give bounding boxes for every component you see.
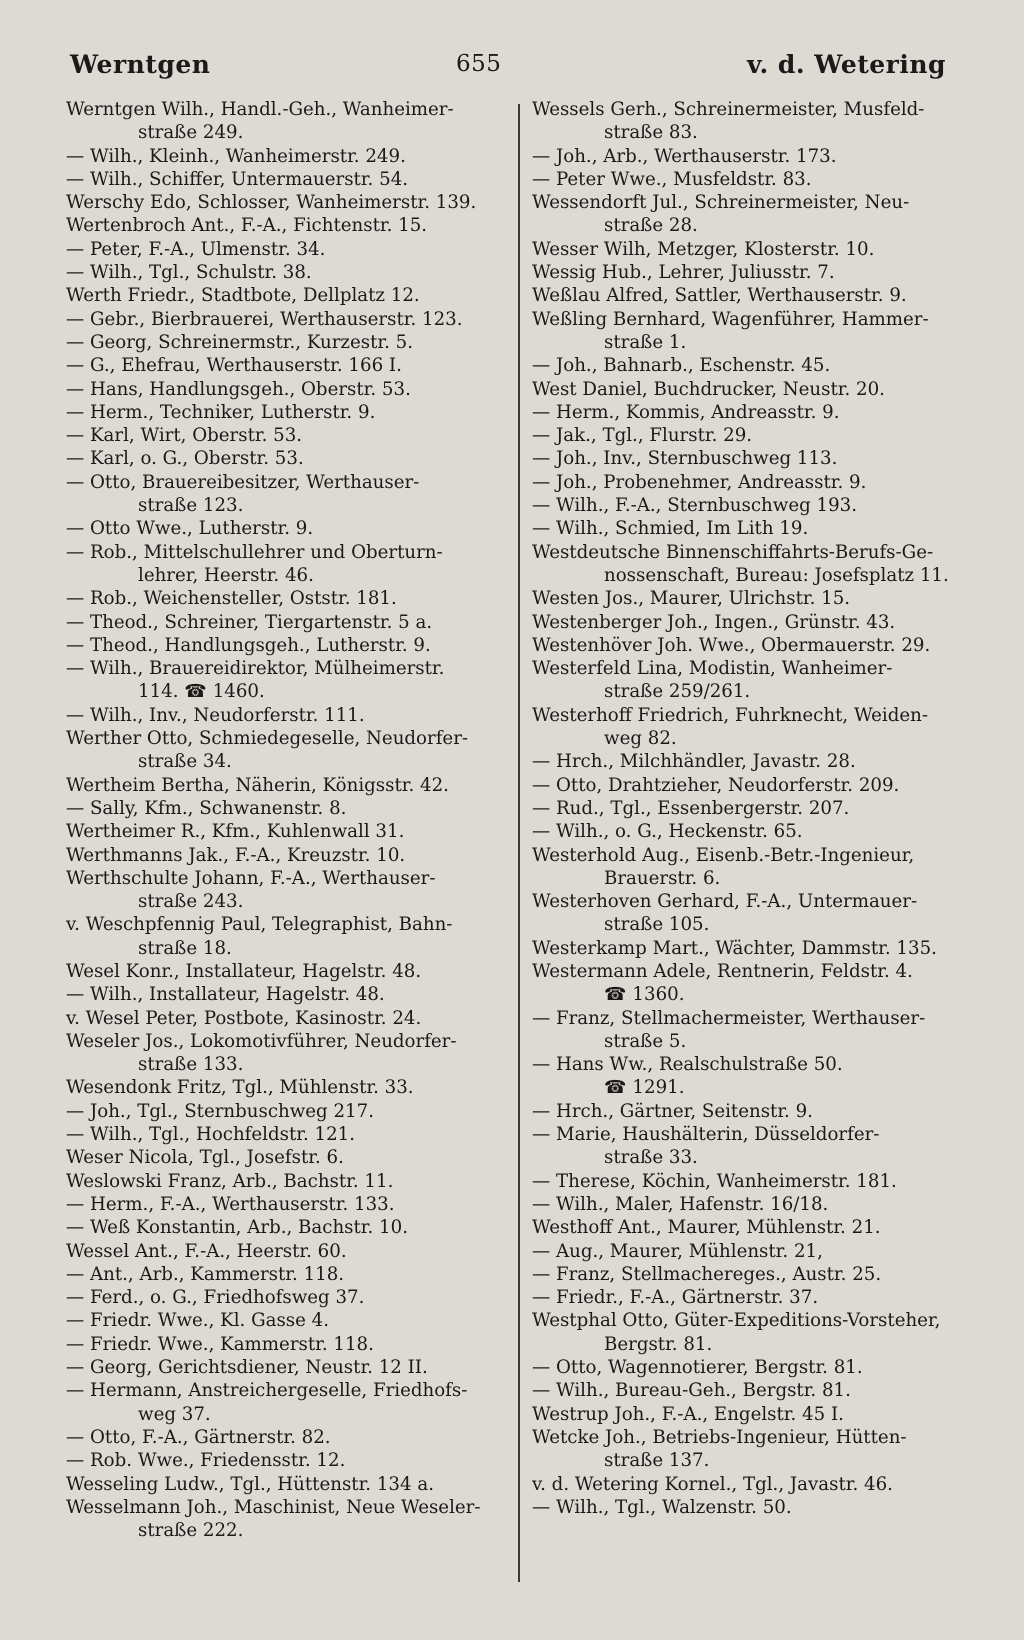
directory-entry-line	[532, 98, 966, 121]
entry-text: Westerhold Aug., Eisenb.-Betr.-Ingenieur,	[532, 844, 915, 866]
entry-text: straße 259/261.	[604, 681, 751, 703]
directory-entry-line	[66, 1193, 504, 1216]
entry-text: Westhoff Ant., Maurer, Mühlenstr. 21.	[532, 1217, 881, 1239]
directory-entry-line	[532, 1356, 966, 1379]
entry-text: — Otto, F.-A., Gärtnerstr. 82.	[66, 1426, 331, 1448]
entry-text: — Aug., Maurer, Mühlenstr. 21,	[532, 1240, 823, 1262]
entry-text: straße 105.	[604, 914, 710, 936]
right-column	[532, 98, 966, 1519]
directory-entry-line	[532, 447, 966, 470]
directory-entry-line	[532, 890, 966, 913]
directory-entry-line	[532, 284, 966, 307]
directory-entry-line	[66, 354, 504, 377]
entry-text: weg 82.	[604, 728, 677, 750]
entry-text: Westenhöver Joh. Wwe., Obermauerstr. 29.	[532, 634, 931, 656]
entry-text: — Georg, Gerichtsdiener, Neustr. 12 II.	[66, 1357, 428, 1379]
entry-text: West Daniel, Buchdrucker, Neustr. 20.	[532, 378, 885, 400]
entry-text: Bergstr. 81.	[604, 1333, 713, 1355]
entry-text: — Rud., Tgl., Essenbergerstr. 207.	[532, 797, 850, 819]
directory-entry-line	[532, 820, 966, 843]
entry-text: — Friedr. Wwe., Kammerstr. 118.	[66, 1333, 374, 1355]
entry-text: — Joh., Inv., Sternbuschweg 113.	[532, 448, 838, 470]
entry-text: Werschy Edo, Schlosser, Wanheimerstr. 139.	[66, 192, 477, 214]
header-left-keyword: Werntgen	[70, 49, 211, 79]
directory-entry-line	[532, 960, 966, 983]
directory-entry-line	[532, 1496, 966, 1519]
directory-entry-line	[532, 1309, 966, 1332]
entry-text: Wesel Konr., Installateur, Hagelstr. 48.	[66, 960, 422, 982]
entry-text: — Otto, Brauereibesitzer, Werthauser-	[66, 471, 420, 493]
directory-entry-line	[532, 844, 966, 867]
directory-entry-line	[66, 797, 504, 820]
entry-text: — Gebr., Bierbrauerei, Werthauserstr. 123.	[66, 308, 463, 330]
entry-text: Wesseling Ludw., Tgl., Hüttenstr. 134 a.	[66, 1473, 434, 1495]
directory-entry-line	[532, 1240, 966, 1263]
directory-entry-line	[532, 1100, 966, 1123]
entry-text: — Wilh., Tgl., Schulstr. 38.	[66, 262, 312, 284]
directory-entry-line	[66, 1286, 504, 1309]
directory-entry-line	[66, 1240, 504, 1263]
entry-text: — Hans, Handlungsgeh., Oberstr. 53.	[66, 378, 411, 400]
entry-text: — Wilh., Kleinh., Wanheimerstr. 249.	[66, 145, 406, 167]
page-header	[70, 46, 946, 82]
directory-entry-line	[66, 1170, 504, 1193]
entry-text: — Peter, F.-A., Ulmenstr. 34.	[66, 238, 326, 260]
directory-entry-line	[66, 774, 504, 797]
entry-text: Westenberger Joh., Ingen., Grünstr. 43.	[532, 611, 896, 633]
directory-entry-line	[66, 727, 504, 750]
entry-text: lehrer, Heerstr. 46.	[138, 564, 314, 586]
entry-text: — Friedr., F.-A., Gärtnerstr. 37.	[532, 1287, 819, 1309]
entry-text: — Wilh., Tgl., Hochfeldstr. 121.	[66, 1124, 356, 1146]
entry-text: — Wilh., Schmied, Im Lith 19.	[532, 518, 809, 540]
directory-entry-line	[66, 424, 504, 447]
entry-text: straße 83.	[604, 122, 698, 144]
entry-text: — Herm., F.-A., Werthauserstr. 133.	[66, 1193, 395, 1215]
entry-text: Wessel Ant., F.-A., Heerstr. 60.	[66, 1240, 347, 1262]
entry-text: Wesselmann Joh., Maschinist, Neue Weseler-	[66, 1496, 481, 1518]
entry-text: ☎ 1291.	[604, 1077, 685, 1099]
directory-entry-line	[532, 168, 966, 191]
entry-text: — Hans Ww., Realschulstraße 50.	[532, 1054, 843, 1076]
entry-text: — Wilh., Installateur, Hagelstr. 48.	[66, 984, 385, 1006]
directory-entry-line	[532, 471, 966, 494]
directory-entry-line	[66, 657, 504, 680]
entry-text: — Wilh., Inv., Neudorferstr. 111.	[66, 704, 365, 726]
directory-entry-line	[66, 168, 504, 191]
directory-entry-line	[66, 587, 504, 610]
directory-entry-line	[66, 680, 504, 703]
entry-text: — Herm., Techniker, Lutherstr. 9.	[66, 401, 376, 423]
directory-entry-line	[66, 517, 504, 540]
directory-entry-line	[532, 517, 966, 540]
entry-text: Weßling Bernhard, Wagenführer, Hammer-	[532, 308, 929, 330]
directory-entry-line	[66, 308, 504, 331]
directory-entry-line	[532, 750, 966, 773]
entry-text: nossenschaft, Bureau: Josefsplatz 11.	[604, 564, 949, 586]
directory-entry-line	[532, 1449, 966, 1472]
directory-entry-line	[532, 1379, 966, 1402]
entry-text: v. Weschpfennig Paul, Telegraphist, Bahn-	[66, 914, 453, 936]
directory-entry-line	[532, 121, 966, 144]
directory-entry-line	[66, 1496, 504, 1519]
directory-entry-line	[532, 1426, 966, 1449]
entry-text: Wessendorft Jul., Schreinermeister, Neu-	[532, 192, 910, 214]
directory-entry-line	[66, 913, 504, 936]
entry-text: — Karl, Wirt, Oberstr. 53.	[66, 425, 303, 447]
entry-text: Werther Otto, Schmiedegeselle, Neudorfer-	[66, 728, 469, 750]
directory-entry-line	[532, 261, 966, 284]
entry-text: — Otto Wwe., Lutherstr. 9.	[66, 518, 314, 540]
entry-text: Westerkamp Mart., Wächter, Dammstr. 135.	[532, 937, 937, 959]
directory-entry-line	[532, 378, 966, 401]
entry-text: Westphal Otto, Güter-Expeditions-Vorsteher,	[532, 1310, 941, 1332]
entry-text: — Wilh., Tgl., Walzenstr. 50.	[532, 1496, 792, 1518]
directory-entry-line	[532, 704, 966, 727]
directory-entry-line	[66, 121, 504, 144]
directory-entry-line	[66, 704, 504, 727]
directory-entry-line	[66, 1403, 504, 1426]
directory-entry-line	[532, 913, 966, 936]
entry-text: Werth Friedr., Stadtbote, Dellplatz 12.	[66, 285, 420, 307]
directory-entry-line	[532, 611, 966, 634]
directory-entry-line	[66, 401, 504, 424]
directory-entry-line	[66, 214, 504, 237]
entry-text: Wertenbroch Ant., F.-A., Fichtenstr. 15.	[66, 215, 428, 237]
directory-entry-line	[66, 284, 504, 307]
entry-text: — Theod., Handlungsgeh., Lutherstr. 9.	[66, 634, 431, 656]
directory-entry-line	[66, 1449, 504, 1472]
entry-text: Weßlau Alfred, Sattler, Werthauserstr. 9.	[532, 285, 907, 307]
directory-entry-line	[66, 191, 504, 214]
entry-text: 114. ☎ 1460.	[138, 681, 265, 703]
directory-entry-line	[66, 541, 504, 564]
directory-entry-line	[532, 587, 966, 610]
directory-entry-line	[66, 1309, 504, 1332]
entry-text: Weser Nicola, Tgl., Josefstr. 6.	[66, 1147, 344, 1169]
directory-entry-line	[532, 797, 966, 820]
directory-entry-line	[532, 1473, 966, 1496]
directory-entry-line	[66, 611, 504, 634]
directory-entry-line	[532, 657, 966, 680]
entry-text: weg 37.	[138, 1403, 211, 1425]
entry-text: straße 28.	[604, 215, 698, 237]
entry-text: straße 34.	[138, 751, 232, 773]
entry-text: — G., Ehefrau, Werthauserstr. 166 I.	[66, 355, 402, 377]
directory-entry-line	[532, 145, 966, 168]
directory-entry-line	[532, 424, 966, 447]
entry-text: Westerfeld Lina, Modistin, Wanheimer-	[532, 658, 893, 680]
page-number: 655	[455, 51, 502, 77]
entry-text: straße 249.	[138, 122, 244, 144]
entry-text: Westermann Adele, Rentnerin, Feldstr. 4.	[532, 960, 913, 982]
entry-text: Brauerstr. 6.	[604, 867, 721, 889]
entry-text: — Otto, Wagennotierer, Bergstr. 81.	[532, 1357, 863, 1379]
entry-text: Wertheimer R., Kfm., Kuhlenwall 31.	[66, 821, 405, 843]
entry-text: Westen Jos., Maurer, Ulrichstr. 15.	[532, 588, 851, 610]
directory-entry-line	[532, 774, 966, 797]
entry-text: — Franz, Stellmachereges., Austr. 25.	[532, 1263, 882, 1285]
entry-text: straße 1.	[604, 331, 687, 353]
entry-text: — Rob., Mittelschullehrer und Oberturn-	[66, 541, 443, 563]
directory-entry-line	[532, 1123, 966, 1146]
entry-text: — Ferd., o. G., Friedhofsweg 37.	[66, 1287, 365, 1309]
directory-entry-line	[66, 1333, 504, 1356]
entry-text: ☎ 1360.	[604, 984, 685, 1006]
entry-text: — Peter Wwe., Musfeldstr. 83.	[532, 168, 812, 190]
directory-entry-line	[532, 541, 966, 564]
entry-text: — Wilh., Maler, Hafenstr. 16/18.	[532, 1193, 829, 1215]
entry-text: Wertheim Bertha, Näherin, Königsstr. 42.	[66, 774, 449, 796]
directory-entry-line	[532, 1333, 966, 1356]
directory-entry-line	[66, 1100, 504, 1123]
directory-entry-line	[66, 494, 504, 517]
entry-text: straße 133.	[138, 1054, 244, 1076]
entry-text: — Wilh., Bureau-Geh., Bergstr. 81.	[532, 1380, 851, 1402]
entry-text: Wessels Gerh., Schreinermeister, Musfeld-	[532, 99, 925, 120]
entry-text: v. d. Wetering Kornel., Tgl., Javastr. 46.	[532, 1473, 893, 1495]
directory-entry-line	[66, 447, 504, 470]
entry-text: — Otto, Drahtzieher, Neudorferstr. 209.	[532, 774, 900, 796]
entry-text: Westerhoven Gerhard, F.-A., Untermauer-	[532, 891, 918, 913]
directory-entry-line	[66, 960, 504, 983]
entry-text: — Weß Konstantin, Arb., Bachstr. 10.	[66, 1217, 408, 1239]
entry-text: — Jak., Tgl., Flurstr. 29.	[532, 425, 753, 447]
entry-text: Werthmanns Jak., F.-A., Kreuzstr. 10.	[66, 844, 406, 866]
directory-entry-line	[532, 331, 966, 354]
entry-text: Westerhoff Friedrich, Fuhrknecht, Weiden-	[532, 704, 929, 726]
entry-text: Westrup Joh., F.-A., Engelstr. 45 I.	[532, 1403, 844, 1425]
directory-entry-line	[66, 937, 504, 960]
entry-text: Werthschulte Johann, F.-A., Werthauser-	[66, 867, 436, 889]
directory-entry-line	[66, 634, 504, 657]
directory-entry-line	[532, 308, 966, 331]
directory-entry-line	[66, 98, 504, 121]
directory-entry-line	[532, 727, 966, 750]
column-divider	[518, 104, 520, 1582]
directory-entry-line	[66, 261, 504, 284]
directory-entry-line	[66, 331, 504, 354]
entry-text: — Rob. Wwe., Friedensstr. 12.	[66, 1450, 346, 1472]
entry-text: Weseler Jos., Lokomotivführer, Neudorfer-	[66, 1030, 457, 1052]
directory-entry-line	[66, 820, 504, 843]
directory-entry-line	[532, 1286, 966, 1309]
left-column	[66, 98, 504, 1542]
entry-text: — Karl, o. G., Oberstr. 53.	[66, 448, 304, 470]
directory-entry-line	[66, 1426, 504, 1449]
entry-text: — Joh., Probenehmer, Andreasstr. 9.	[532, 471, 867, 493]
directory-entry-line	[66, 378, 504, 401]
directory-entry-line	[66, 1123, 504, 1146]
entry-text: — Friedr. Wwe., Kl. Gasse 4.	[66, 1310, 330, 1332]
directory-entry-line	[532, 191, 966, 214]
entry-text: straße 33.	[604, 1147, 698, 1169]
directory-entry-line	[66, 1356, 504, 1379]
directory-entry-line	[66, 471, 504, 494]
directory-entry-line	[532, 401, 966, 424]
entry-text: Wessig Hub., Lehrer, Juliusstr. 7.	[532, 262, 835, 284]
entry-text: — Marie, Haushälterin, Düsseldorfer-	[532, 1124, 880, 1146]
directory-entry-line	[66, 867, 504, 890]
entry-text: — Herm., Kommis, Andreasstr. 9.	[532, 401, 840, 423]
directory-entry-line	[532, 1053, 966, 1076]
entry-text: — Hrch., Gärtner, Seitenstr. 9.	[532, 1100, 813, 1122]
directory-entry-line	[532, 983, 966, 1006]
directory-entry-line	[66, 1146, 504, 1169]
directory-entry-line	[66, 750, 504, 773]
entry-text: straße 222.	[138, 1520, 244, 1542]
directory-entry-line	[66, 1216, 504, 1239]
directory-entry-line	[532, 214, 966, 237]
entry-text: — Joh., Bahnarb., Eschenstr. 45.	[532, 355, 831, 377]
entry-text: Weslowski Franz, Arb., Bachstr. 11.	[66, 1170, 394, 1192]
directory-entry-line	[66, 1379, 504, 1402]
directory-entry-line	[532, 680, 966, 703]
directory-entry-line	[532, 1007, 966, 1030]
entry-text: — Sally, Kfm., Schwanenstr. 8.	[66, 797, 347, 819]
entry-text: straße 18.	[138, 937, 232, 959]
directory-entry-line	[66, 1053, 504, 1076]
entry-text: — Wilh., Brauereidirektor, Mülheimerstr.	[66, 658, 445, 680]
entry-text: — Hermann, Anstreichergeselle, Friedhofs-	[66, 1380, 468, 1402]
directory-entry-line	[532, 634, 966, 657]
entry-text: straße 243.	[138, 891, 244, 913]
entry-text: straße 137.	[604, 1450, 710, 1472]
directory-entry-line	[532, 937, 966, 960]
directory-entry-line	[66, 983, 504, 1006]
directory-entry-line	[532, 564, 966, 587]
directory-entry-line	[532, 1403, 966, 1426]
directory-entry-line	[66, 1030, 504, 1053]
directory-entry-line	[66, 1076, 504, 1099]
entry-text: — Georg, Schreinermstr., Kurzestr. 5.	[66, 331, 414, 353]
entry-text: — Theod., Schreiner, Tiergartenstr. 5 a.	[66, 611, 433, 633]
entry-text: — Franz, Stellmachermeister, Werthauser-	[532, 1007, 926, 1029]
entry-text: — Joh., Tgl., Sternbuschweg 217.	[66, 1100, 374, 1122]
directory-entry-line	[66, 564, 504, 587]
entry-text: straße 5.	[604, 1030, 687, 1052]
directory-entry-line	[532, 1216, 966, 1239]
directory-entry-line	[532, 1193, 966, 1216]
directory-entry-line	[532, 1170, 966, 1193]
directory-entry-line	[532, 1263, 966, 1286]
entry-text: — Rob., Weichensteller, Oststr. 181.	[66, 588, 397, 610]
directory-entry-line	[66, 844, 504, 867]
entry-text: — Hrch., Milchhändler, Javastr. 28.	[532, 751, 856, 773]
directory-entry-line	[532, 1076, 966, 1099]
entry-text: straße 123.	[138, 495, 244, 517]
directory-entry-line	[532, 1030, 966, 1053]
directory-entry-line	[532, 494, 966, 517]
entry-text: — Ant., Arb., Kammerstr. 118.	[66, 1263, 345, 1285]
directory-entry-line	[66, 1263, 504, 1286]
entry-text: — Wilh., F.-A., Sternbuschweg 193.	[532, 495, 858, 517]
entry-text: — Wilh., o. G., Heckenstr. 65.	[532, 821, 803, 843]
entry-text: Wesendonk Fritz, Tgl., Mühlenstr. 33.	[66, 1077, 414, 1099]
entry-text: Westdeutsche Binnenschiffahrts-Berufs-Ge-	[532, 541, 934, 563]
entry-text: v. Wesel Peter, Postbote, Kasinostr. 24.	[66, 1007, 422, 1029]
directory-entry-line	[532, 354, 966, 377]
directory-entry-line	[66, 238, 504, 261]
directory-entry-line	[66, 1007, 504, 1030]
header-right-keyword: v. d. Wetering	[746, 49, 946, 79]
entry-text: Wetcke Joh., Betriebs-Ingenieur, Hütten-	[532, 1426, 907, 1448]
entry-text: — Joh., Arb., Werthauserstr. 173.	[532, 145, 837, 167]
entry-text: — Therese, Köchin, Wanheimerstr. 181.	[532, 1170, 897, 1192]
entry-text: Werntgen Wilh., Handl.-Geh., Wanheimer-	[66, 99, 454, 120]
directory-entry-line	[532, 238, 966, 261]
directory-entry-line	[66, 1519, 504, 1542]
directory-entry-line	[532, 867, 966, 890]
entry-text: Wesser Wilh, Metzger, Klosterstr. 10.	[532, 238, 875, 260]
entry-text: — Wilh., Schiffer, Untermauerstr. 54.	[66, 168, 409, 190]
directory-entry-line	[66, 1473, 504, 1496]
directory-entry-line	[532, 1146, 966, 1169]
directory-entry-line	[66, 890, 504, 913]
directory-entry-line	[66, 145, 504, 168]
